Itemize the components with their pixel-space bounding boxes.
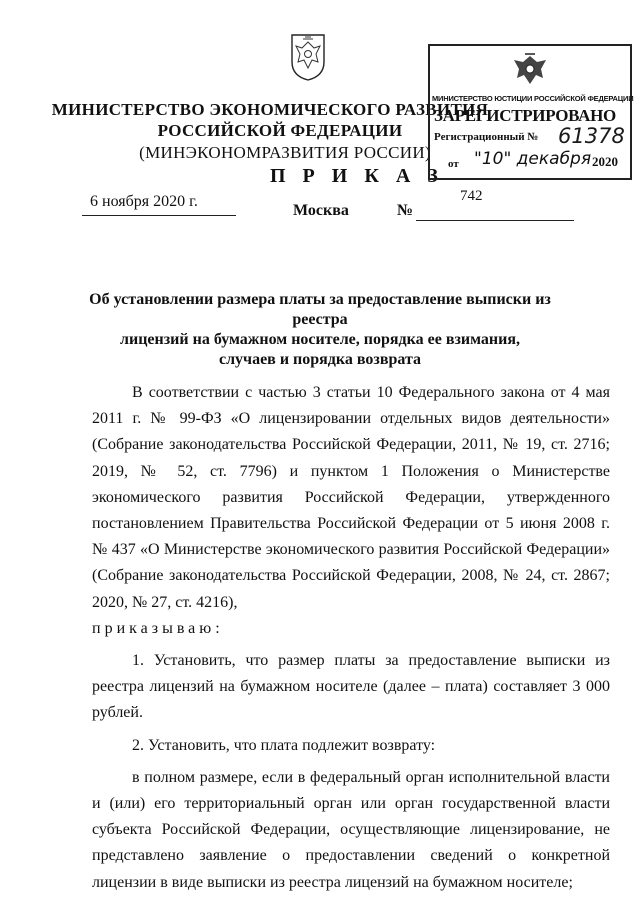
preamble-paragraph: В соответствии с частью 3 статьи 10 Федерального закона от 4 мая 2011 г. № 99-ФЗ «О лицензировании отдельных видов деятельности» (Собрание законодательства Российской Федерации, 2011, № 19, ст. 2716; 2019, № 52, ст. 7796) и пунктом 1 Положения о Министерстве экономического развития Российской Федерации, утвержденного постановлением Правительства Российской Федерации от 5 июня 2008 г. № 437 «О Министерстве экономического развития Российской Федерации» (Собрание законодательства Российской Федерации, 2008, № 24, ст. 2867; 2020, № 27, ст. 4216),: [92, 384, 610, 611]
stamp-date-label: от: [448, 158, 459, 170]
ministry-name-line2: РОССИЙСКОЙ ФЕДЕРАЦИИ: [157, 121, 403, 140]
stamp-reg-number: 61378: [558, 124, 625, 148]
ministry-name-line1: МИНИСТЕРСТВО ЭКОНОМИЧЕСКОГО РАЗВИТИЯ: [51, 100, 489, 119]
document-body: [92, 380, 610, 896]
registration-stamp: [428, 44, 632, 180]
order-number: 742: [460, 188, 483, 204]
stamp-reg-label: Регистрационный №: [434, 131, 539, 143]
order-date: 6 ноября 2020 г.: [90, 193, 198, 210]
item-1-paragraph: 1. Установить, что размер платы за предоставление выписки из реестра лицензий на бумажном носителе (далее – плата) составляет 3 000 рублей.: [92, 652, 610, 722]
title-line2: лицензий на бумажном носителе, порядка ее взимания,: [120, 331, 520, 348]
order-word-paragraph: приказываю:: [92, 619, 224, 637]
eagle-icon: [510, 50, 550, 90]
number-underline: [416, 220, 574, 221]
order-city: Москва: [293, 202, 349, 219]
stamp-status: ЗАРЕГИСТРИРОВАНО: [434, 106, 616, 125]
item-2-paragraph: 2. Установить, что плата подлежит возврату:: [132, 736, 436, 754]
item-2-sub1-paragraph: в полном размере, если в федеральный орган исполнительной власти и (или) его территориальный орган или орган государственной власти субъекта Российской Федерации, осуществляющие лицензирование, не представлено заявление о предоставлении сведений о конкретной лицензии в виде выписки из реестра лицензий на бумажном носителе;: [92, 768, 610, 891]
stamp-date-handwritten: "10" декабря: [474, 149, 592, 169]
number-sign: №: [397, 202, 414, 219]
stamp-ministry: МИНИСТЕРСТВО ЮСТИЦИИ РОССИЙСКОЙ ФЕДЕРАЦИИ: [432, 94, 634, 103]
date-underline: [82, 215, 236, 216]
document-title: [70, 290, 570, 370]
title-line1: Об установлении размера платы за предоставление выписки из реестра: [89, 291, 551, 328]
stamp-year: 2020: [592, 154, 618, 169]
document-type: П Р И К А З: [270, 165, 444, 187]
coat-of-arms-icon: [288, 32, 328, 82]
ministry-abbreviation: (МИНЭКОНОМРАЗВИТИЯ РОССИИ): [139, 143, 431, 162]
title-line3: случаев и порядка возврата: [218, 351, 422, 368]
